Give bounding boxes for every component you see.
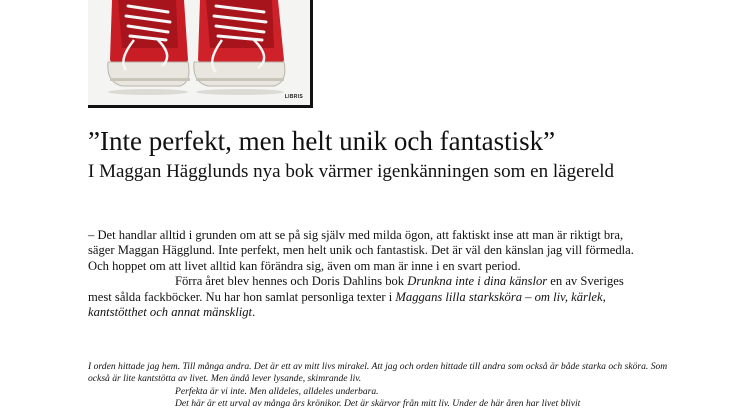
body-paragraph-1: – Det handlar alltid i grunden om att se på sig själv med milda ögon, att faktiskt inse att man är riktigt bra, säger Maggan Hägglund. Inte perfekt, men helt unik och fantastisk. Det är väl den känslan jag vill förmedla. Och hoppet om att livet alltid kan förändra sig, även om man är inne i en svart period. xyxy=(88,228,634,273)
book-title-1: Drunkna inte i dina känslor xyxy=(407,274,548,289)
red-sneakers-photo-icon xyxy=(88,0,310,105)
book-excerpt xyxy=(88,361,668,410)
paragraph-2-text-2: en av Sveriges mest sålda fackböcker. Nu har hon samlat personliga texter i xyxy=(88,274,624,304)
article-headline: ”Inte perfekt, men helt unik och fantastisk” xyxy=(88,126,556,156)
paragraph-2-text-3: . xyxy=(252,305,256,320)
publisher-logo: LIBRIS xyxy=(284,94,303,100)
excerpt-line-2: Perfekta är vi inte. Men alldeles, alldeles underbara. xyxy=(175,385,379,397)
excerpt-line-1: I orden hittade jag hem. Till många andra. Det är ett av mitt livs mirakel. Att jag och orden hittade till andra som också är både starka och sköra. Som också är lite kantstötta av livet. Men ändå lever lysande, skimrande liv. xyxy=(88,361,668,385)
article-body xyxy=(88,228,648,320)
paragraph-2-text-1: Förra året blev hennes och Doris Dahlins bok xyxy=(175,274,408,289)
article-subheadline: I Maggan Hägglunds nya bok värmer igenkänningen som en lägereld xyxy=(88,161,615,182)
body-paragraph-2 xyxy=(88,274,648,320)
book-title-2: Maggans lilla starksköra – om liv, kärlek, kantstötthet och annat mänskligt xyxy=(88,289,606,320)
book-cover-image xyxy=(88,0,313,108)
excerpt-line-3: Det här är ett urval av många års krönikor. Det är skärvor från mitt liv. Under de här åren har livet blivit xyxy=(175,397,581,409)
